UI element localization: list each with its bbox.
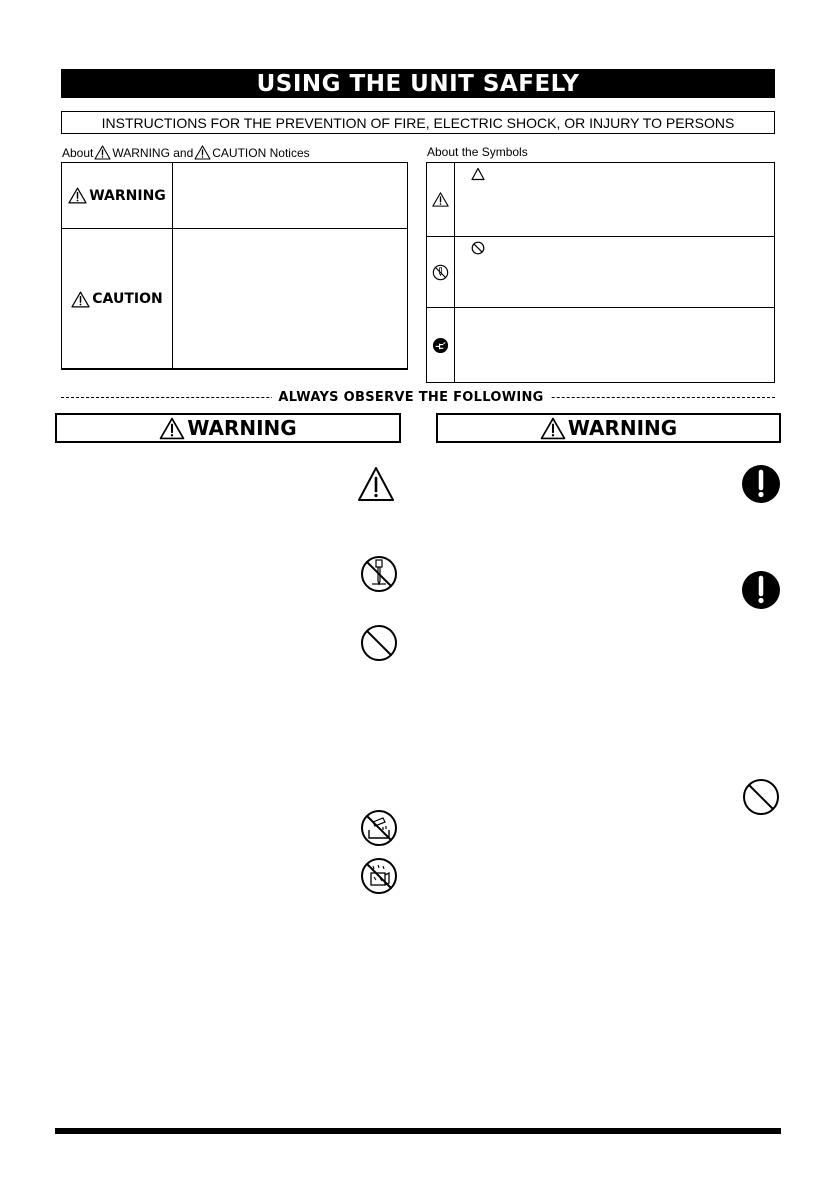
notices-heading-warning: WARNING and [112,145,194,160]
notices-heading [62,145,310,160]
right-warning-header [436,413,781,443]
warning-notice-row [62,163,407,229]
symbol-row-caution [427,163,774,237]
unplug-icon [432,337,449,354]
warning-triangle-icon [194,145,211,160]
prohibited-icon [359,623,399,663]
warning-triangle-icon [71,291,90,308]
warning-triangle-icon [540,417,566,440]
prohibited-circle-icon [471,241,485,255]
symbols-table [426,162,775,383]
no-disassemble-icon [359,554,399,594]
left-warning-title: WARNING [187,416,297,440]
warning-triangle-icon [432,191,449,208]
mandatory-action-icon [741,464,781,504]
caution-label-text: CAUTION [92,291,163,307]
caution-triangle-icon [356,465,396,505]
symbols-heading: About the Symbols [427,145,528,159]
warning-label-text: WARNING [89,187,166,204]
footer-rule [55,1128,781,1134]
page-title: USING THE UNIT SAFELY [61,69,775,98]
right-warning-title: WARNING [567,416,678,440]
symbol-cell [427,308,455,382]
caution-notice-label [62,229,173,369]
symbol-cell [427,237,455,307]
mandatory-action-icon [741,570,781,610]
warning-triangle-icon [68,187,87,204]
warning-triangle-icon [159,417,185,440]
notices-heading-caution: CAUTION Notices [212,145,310,160]
no-water-icon [359,808,399,848]
triangle-outline-icon [471,167,485,181]
page-subtitle: INSTRUCTIONS FOR THE PREVENTION OF FIRE, ELECTRIC SHOCK, OR INJURY TO PERSONS [61,111,775,134]
no-liquids-icon [359,856,399,896]
no-disassemble-icon [432,264,449,281]
caution-notice-row [62,229,407,369]
symbol-row-prohibited [427,237,774,308]
symbol-cell [427,163,455,236]
left-warning-header [55,413,401,443]
symbol-row-mandatory [427,308,774,382]
notices-table [61,162,408,370]
always-observe-heading: ALWAYS OBSERVE THE FOLLOWING [272,388,550,406]
warning-triangle-icon [94,145,111,160]
notices-heading-prefix: About [62,145,94,160]
prohibited-icon [741,777,781,817]
warning-notice-label [62,163,173,228]
